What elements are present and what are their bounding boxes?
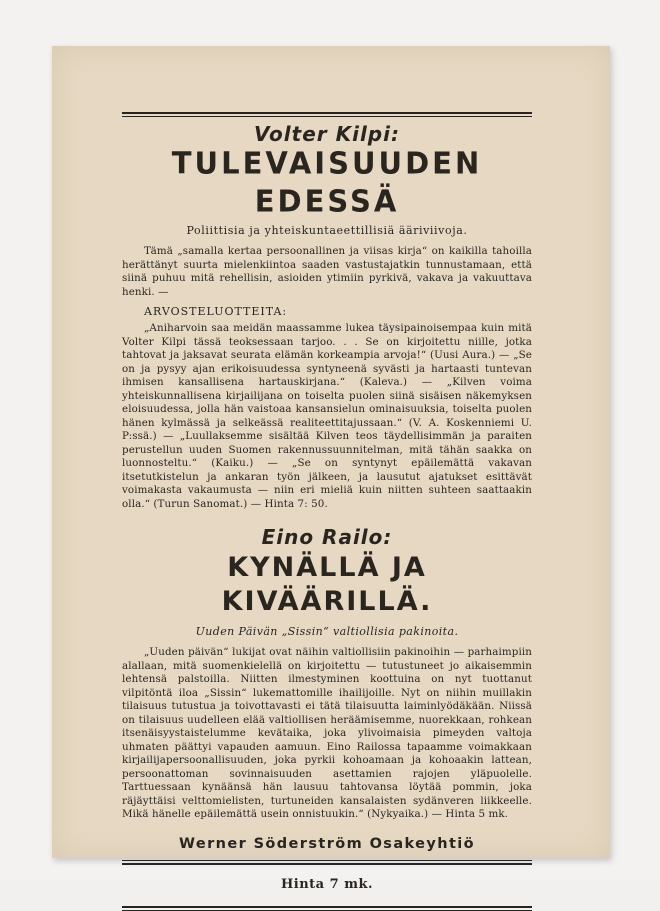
bottom-rule xyxy=(122,906,532,908)
book2-author: Eino Railo: xyxy=(261,525,393,549)
book1-subtitle: Poliittisia ja yhteiskuntaeettillisiä ääriviivoja. xyxy=(186,224,468,237)
publisher-name: Werner Söderström Osakeyhtiö xyxy=(178,835,476,852)
publisher-rule-thick xyxy=(122,863,532,865)
reviews-label: ARVOSTELUOTTEITA: xyxy=(144,305,288,318)
book1-author: Volter Kilpi: xyxy=(254,122,400,146)
publisher-rule xyxy=(122,860,532,861)
book1-reviews: „Aniharvoin saa meidän maassamme lukea täysipainoisempaa kuin mitä Volter Kilpi tässä teoksessaan tarjoo. . . Se on kirjoitettu niille, jotka tahtovat ja jaksavat seurata elämän korkeampia arvoja!“ (Uusi Aura.) — „Se on ja pysyy ajan erikoisuudessa syntyneenä syvästi ja hartaasti tuntevan ihmisen kansallisena hartauskirjana.“ (Kaleva.) — „Kilven voima yhteiskunnallisena kirjailijana on toiselta puolen siinä sisäisen näkemyksen eloisuudessa, jolla hän vaistoaa kansansielun ominaisuuksia, toiselta puolen hänen kylmässä ja selkeässä realiteettitajussaan.“ (V. A. Koskenniemi U. P:ssä.) — „Luullaksemme sisältää Kilven teos täydellisimmän ja paraiten perustellun uuden Suomen rakennussuunnitelman, mitä tähän saakka on luonnosteltu.“ (Kaiku.) — „Se on syntynyt epäilemättä vakavan itsetutkistelun ja ankaran työn jälkeen, ja lausutut ajatukset esittävät voimakasta vakaumusta — niin eri mieliä kuin niitten suhteen saattaakin olla.“ (Turun Sanomat.) — Hinta 7: 50. xyxy=(122,322,532,510)
advertisement-content xyxy=(122,120,532,911)
book2-title: KYNÄLLÄ JA KIVÄÄRILLÄ. xyxy=(221,552,433,617)
book1-description: Tämä „samalla kertaa persoonallinen ja viisas kirja“ on kaikilla tahoilla herättänyt suurta mielenkiintoa saaden vastustajatkin tunnustamaan, että siinä puhuu mitä rehellisin, asioiden ytimiin pyrkivä, vakava ja vakuuttava henki. — xyxy=(122,245,532,298)
book2-description: „Uuden päivän“ lukijat ovat näihin valtiollisiin pakinoihin — parhaimpiin alallaan, mitä suomenkielellä on kirjoitettu — tutustuneet jo aikaisemmin lehtensä palstoilla. Niitten ilmestyminen koottuina on nyt tuottanut vilpitöntä iloa „Sissin“ lukemattomille ihailijoille. Nyt on niihin muillakin tilaisuus tutustua ja toivottavasti ei tätä tilaisuutta laiminlyödäkään. Niissä on tilaisuus uudelleen elää valtiollisen heräämisemme, nuorekkaan, rohkean itsenäisyystaistelumme kevätaika, joka ylivoimaisia pimeyden valtoja uhmaten päättyi vapauden aamuun. Eino Railossa tapaamme voimakkaan kirjailijapersoonallisuuden, joka pyrkii kohoamaan ja kohoaakin lattean, persoonattoman sovinnaisuuden asettamien rajojen yläpuolelle. Tarttuessaan kynäänsä hän lausuu tahtovansa löytää pommin, joka räjäyttäisi velttomielisten, turtuneiden kansalaisten sydänveren liikkeelle. Mikä hänelle epäilemättä usein onnistuukin.“ (Nykyaika.) — Hinta 5 mk. xyxy=(122,646,532,820)
top-rule xyxy=(122,112,532,114)
book1-title: TULEVAISUUDEN EDESSÄ xyxy=(171,145,483,219)
cover-price: Hinta 7 mk. xyxy=(281,876,373,892)
bottom-rule-thin xyxy=(122,910,532,911)
book2-subtitle: Uuden Päivän „Sissin“ valtiollisia pakinoita. xyxy=(195,625,459,638)
